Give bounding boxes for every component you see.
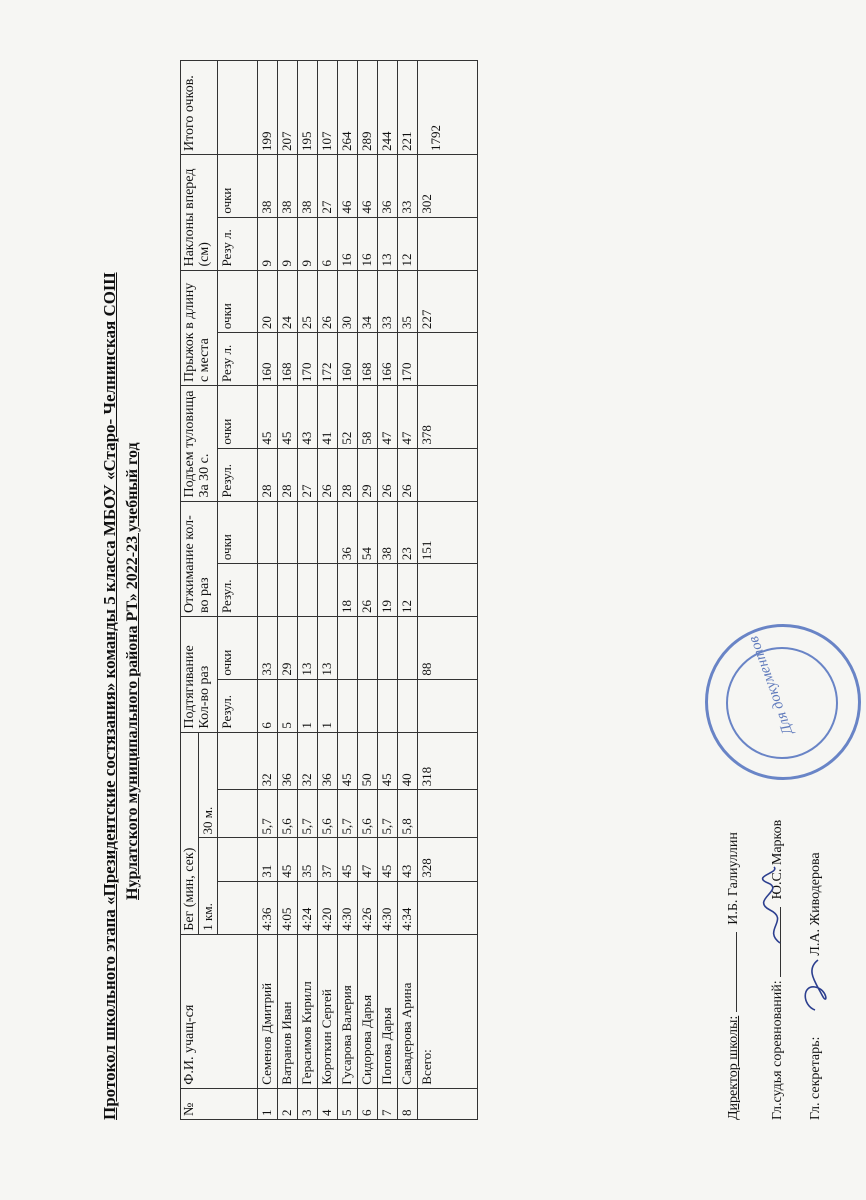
cell-bend-pts: 38 [278,155,298,218]
header-bend: Наклоны вперед (см) [181,155,218,271]
cell-pull-res: 1 [318,679,338,732]
totals-empty [418,564,478,617]
cell-jump-pts: 33 [378,270,398,333]
cell-bend-res: 16 [358,217,378,270]
cell-pull-pts: 33 [258,617,278,680]
header-num: № [181,1088,258,1119]
stamp-text: Для документов [745,633,797,737]
totals-empty [418,679,478,732]
cell-m30-res: 5,6 [358,790,378,838]
cell-jump-res: 170 [298,333,318,386]
cell-km-pts: 47 [358,838,378,881]
cell-sit-res: 28 [338,448,358,501]
sub-res: Резу л. [218,217,258,270]
cell-push-res [258,564,278,617]
secretary-signature-scribble [800,955,830,1015]
cell-push-res [298,564,318,617]
cell-jump-pts: 24 [278,270,298,333]
cell-m30-res: 5,7 [378,790,398,838]
table-row [338,61,358,1120]
table-row [318,61,338,1120]
cell-jump-pts: 35 [398,270,418,333]
cell-m30-pts: 45 [378,732,398,790]
cell-m30-res: 5,7 [258,790,278,838]
sub-res: Резул. [218,564,258,617]
cell-jump-res: 172 [318,333,338,386]
cell-pull-res [358,679,378,732]
cell-km-pts: 45 [378,838,398,881]
cell-jump-pts: 34 [358,270,378,333]
cell-pull-res: 5 [278,679,298,732]
cell-m30-pts: 40 [398,732,418,790]
cell-bend-res: 12 [398,217,418,270]
sub-res: Резул. [218,679,258,732]
cell-bend-pts: 46 [338,155,358,218]
cell-total: 195 [298,61,318,155]
cell-bend-pts: 38 [258,155,278,218]
cell-km-res: 4:34 [398,881,418,934]
cell-pull-pts: 29 [278,617,298,680]
cell-push-pts: 23 [398,501,418,564]
sub-empty [218,790,258,838]
cell-jump-res: 160 [258,333,278,386]
cell-bend-pts: 33 [398,155,418,218]
cell-jump-pts: 25 [298,270,318,333]
sub-pts: очки [218,501,258,564]
totals-m30: 318 [418,732,478,790]
cell-name: Ватранов Иван [278,934,298,1088]
cell-pull-pts [358,617,378,680]
cell-bend-pts: 46 [358,155,378,218]
cell-pull-res: 1 [298,679,318,732]
cell-sit-pts: 45 [258,386,278,449]
cell-push-res: 18 [338,564,358,617]
header-run-30m: 30 м. [199,732,218,838]
cell-jump-res: 168 [358,333,378,386]
cell-sit-pts: 47 [378,386,398,449]
judge-signature-scribble [760,865,790,945]
cell-m30-res: 5,7 [338,790,358,838]
header-jump: Прыжок в длину с места [181,270,218,386]
totals-jump: 227 [418,270,478,333]
director-signature-line [726,832,742,1120]
cell-m30-res: 5,6 [278,790,298,838]
protocol-title: Протокол школьного этапа «Президентские состязания» команды 5 класса МБОУ «Старо- Челнинская СОШ [100,272,119,1120]
cell-pull-res [378,679,398,732]
cell-push-res [318,564,338,617]
cell-pull-pts [398,617,418,680]
cell-km-pts: 31 [258,838,278,881]
cell-bend-res: 6 [318,217,338,270]
cell-sit-pts: 58 [358,386,378,449]
cell-jump-pts: 26 [318,270,338,333]
cell-push-res: 26 [358,564,378,617]
results-table [180,60,478,1120]
cell-m30-pts: 32 [298,732,318,790]
cell-push-pts: 38 [378,501,398,564]
cell-km-pts: 43 [398,838,418,881]
header-pushups: Отжимание кол-во раз [181,501,218,617]
cell-total: 107 [318,61,338,155]
cell-jump-res: 168 [278,333,298,386]
cell-total: 207 [278,61,298,155]
cell-km-pts: 37 [318,838,338,881]
cell-sit-pts: 43 [298,386,318,449]
cell-m30-res: 5,6 [318,790,338,838]
header-run-1km: 1 км. [199,838,218,934]
cell-n: 3 [298,1088,318,1119]
cell-bend-res: 9 [258,217,278,270]
cell-sit-pts: 41 [318,386,338,449]
director-name: И.Б. Галиуллин [726,832,741,925]
sub-res: Резу л. [218,333,258,386]
totals-pull: 88 [418,617,478,680]
totals-sit: 378 [418,386,478,449]
cell-bend-res: 16 [338,217,358,270]
cell-km-res: 4:20 [318,881,338,934]
cell-bend-res: 9 [278,217,298,270]
cell-jump-res: 166 [378,333,398,386]
cell-bend-pts: 38 [298,155,318,218]
cell-m30-pts: 32 [258,732,278,790]
cell-n: 5 [338,1088,358,1119]
cell-km-res: 4:24 [298,881,318,934]
cell-n: 8 [398,1088,418,1119]
cell-km-pts: 35 [298,838,318,881]
protocol-subtitle: Нурлатского муниципального района РТ» 2022-23 учебный год [124,442,141,900]
totals-grand: 1792 [418,61,478,155]
sub-pts: очки [218,155,258,218]
cell-m30-pts: 50 [358,732,378,790]
judge-label: Гл.судья соревнований: [770,980,785,1120]
cell-km-res: 4:05 [278,881,298,934]
cell-total: 244 [378,61,398,155]
cell-pull-res [398,679,418,732]
judge-name: Ю.С. Марков [770,819,785,900]
cell-pull-pts [338,617,358,680]
cell-m30-res: 5,8 [398,790,418,838]
cell-push-res: 12 [398,564,418,617]
cell-km-res: 4:26 [358,881,378,934]
cell-m30-res: 5,7 [298,790,318,838]
cell-jump-res: 170 [398,333,418,386]
cell-push-res: 19 [378,564,398,617]
cell-push-pts [278,501,298,564]
cell-push-pts: 54 [358,501,378,564]
cell-bend-res: 13 [378,217,398,270]
totals-km: 328 [418,838,478,881]
header-pullups: Подтягивание Кол-во раз [181,617,218,733]
sub-empty [218,61,258,155]
cell-n: 7 [378,1088,398,1119]
cell-pull-res [338,679,358,732]
cell-m30-pts: 45 [338,732,358,790]
cell-total: 289 [358,61,378,155]
cell-km-res: 4:30 [378,881,398,934]
cell-km-pts: 45 [338,838,358,881]
cell-push-res [278,564,298,617]
cell-m30-pts: 36 [318,732,338,790]
header-situps: Подъем туловища За 30 с. [181,386,218,502]
cell-sit-res: 28 [278,448,298,501]
secretary-label: Гл. секретарь: [808,1036,823,1120]
cell-pull-res: 6 [258,679,278,732]
sub-empty [218,881,258,934]
sub-pts: очки [218,270,258,333]
totals-empty [418,790,478,838]
cell-jump-pts: 30 [338,270,358,333]
cell-n: 1 [258,1088,278,1119]
cell-sit-res: 29 [358,448,378,501]
cell-sit-res: 28 [258,448,278,501]
cell-name: Герасимов Кирилл [298,934,318,1088]
cell-sit-res: 26 [318,448,338,501]
cell-name: Семенов Дмитрий [258,934,278,1088]
cell-n: 2 [278,1088,298,1119]
cell-n: 4 [318,1088,338,1119]
table-row [258,61,278,1120]
cell-name: Савадерова Арина [398,934,418,1088]
cell-km-res: 4:36 [258,881,278,934]
header-run: Бег (мин, сек) [181,732,199,934]
cell-push-pts [298,501,318,564]
cell-bend-pts: 36 [378,155,398,218]
cell-sit-res: 26 [378,448,398,501]
cell-sit-pts: 45 [278,386,298,449]
cell-sit-pts: 52 [338,386,358,449]
sub-res: Резул. [218,448,258,501]
secretary-name: Л.А. Живодерова [808,852,823,956]
cell-jump-res: 160 [338,333,358,386]
cell-m30-pts: 36 [278,732,298,790]
table-row [358,61,378,1120]
cell-name: Короткин Сергей [318,934,338,1088]
totals-empty [418,333,478,386]
cell-jump-pts: 20 [258,270,278,333]
director-label: Директор школы: [726,1015,741,1120]
cell-km-pts: 45 [278,838,298,881]
cell-bend-res: 9 [298,217,318,270]
cell-sit-res: 26 [398,448,418,501]
totals-empty [418,217,478,270]
school-stamp [705,624,861,780]
sub-empty [218,732,258,790]
totals-label: Всего: [418,934,478,1088]
totals-bend: 302 [418,155,478,218]
cell-km-res: 4:30 [338,881,358,934]
cell-total: 264 [338,61,358,155]
totals-push: 151 [418,501,478,564]
table-row [298,61,318,1120]
table-row [398,61,418,1120]
sub-empty [218,838,258,881]
totals-empty [418,881,478,934]
cell-sit-pts: 47 [398,386,418,449]
header-total: Итого очков. [181,61,218,155]
cell-bend-pts: 27 [318,155,338,218]
cell-push-pts [318,501,338,564]
sub-pts: очки [218,617,258,680]
cell-name: Сидорова Дарья [358,934,378,1088]
cell-push-pts: 36 [338,501,358,564]
cell-total: 221 [398,61,418,155]
cell-sit-res: 27 [298,448,318,501]
cell-name: Попова Дарья [378,934,398,1088]
cell-pull-pts: 13 [318,617,338,680]
table-row [278,61,298,1120]
cell-pull-pts: 13 [298,617,318,680]
header-fio: Ф.И. учащ-ся [181,934,258,1088]
totals-empty [418,448,478,501]
cell-total: 199 [258,61,278,155]
cell-n: 6 [358,1088,378,1119]
cell-pull-pts [378,617,398,680]
cell-push-pts [258,501,278,564]
cell-name: Гусарова Валерия [338,934,358,1088]
table-row [378,61,398,1120]
totals-empty [418,1088,478,1119]
sub-pts: очки [218,386,258,449]
